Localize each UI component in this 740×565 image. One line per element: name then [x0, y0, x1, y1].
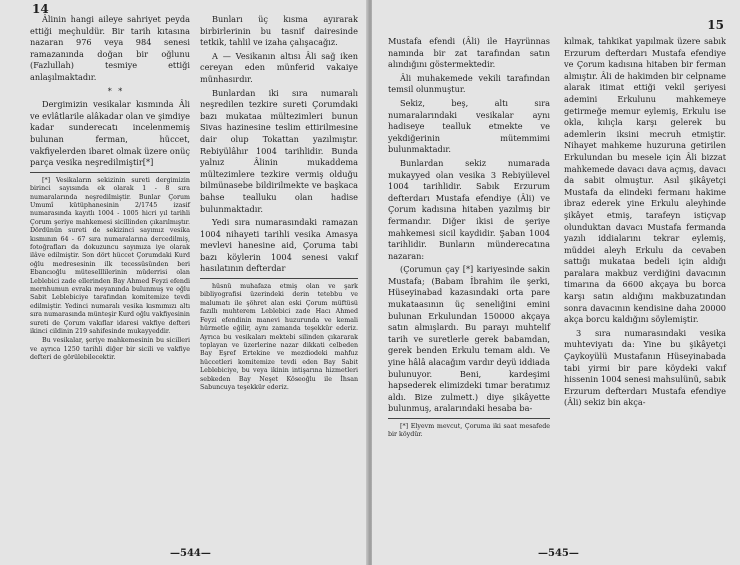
paragraph: Yedi sıra numarasındaki ramazan 1004 nihayeti tarihli vesika Amasya mevlevi hanesine aid, Çoruma tabi bazı köylerin 1004 senesi vakıf hasılatının defterdar [200, 217, 358, 274]
footnote-rule [200, 278, 358, 279]
right-column-b [564, 36, 726, 411]
paragraph: (Çorumun çay [*] kariyesinde sakin Mustafa; (Babam İbrahim ile şerki, Hüseyinabad kazasındaki orta pare mukataasının üç seneliğini emini bulunan Erkulundan 150000 akçaya satın almışlardı. Bu parayı muhtelif tarih ve suretlerle gerek babamdan, gerek benden Erkulu temam aldı. Ve yine hâlâ alacağım vardır deyü iddiada bulunuyor. Beni, kardeşimi hapsederek elimizdeki tımar beratımız aldı. Bize zulmett.) diye şikâyette bulunmuş, aralarındaki hesaba ba- [388, 264, 550, 414]
right-page-footer: —545— [538, 548, 579, 559]
left-column-b [200, 14, 358, 393]
paragraph: Bunları üç kısma ayırarak birbirlerinin bu tasnif dairesinde tetkik, tahlil ve izaha çalışacağız. [200, 14, 358, 48]
right-page-number: 15 [707, 18, 724, 32]
paragraph: Bunlardan sekiz numarada mukayyed olan vesika 3 Rebiyülevel 1004 tarihlidir. Sabık Erzurum defterdarı Mustafa efendiye (Âli) ve Çorum kadısına hitaben yazılmış bir fermandır. Diğer ikisi de şeriye mahkemesi sicil kaydidir. Şaban 1004 tarihlidir. Bunların münderecatına nazaran: [388, 157, 550, 261]
section-stars: * * [107, 86, 125, 96]
paragraph: Dergimizin vesikalar kısmında Âli ve evlâtlarile alâkadar olan ve şimdiye kadar sunderecatı incelenmemiş bulunan ferman, hüccet, vakfiyelerden ibaret olmak üzere onüç parça vesika neşredilmiştir[*] [30, 99, 190, 168]
footnote: [*] Vesikaların sekizinin sureti dergimizin birinci sayısında ek olarak 1 - 8 sıra numaralarında neşredilmiştir. Bunlar Çorum Umumî kütüphanesinin 2/1745 izasif numarasında kayıtlı 1004 - 1005 hicri yıl tarihli Çorum şeriye mahkemesi sicillinden çıkarılmıştır. Dördünün sureti de sekizinci sayımız vesika kısmının 64 - 67 sıra numaralarına dercedilmiş, fotoğrafları da dokuzuncu sayımıza iye olarak ilâve edilmiştir. Son dört hüccet Çorumdaki Kurd oğlu medresesinin ilk tecessüsünden beri Ebancıoğlu müteselllilerinin müderrisi olan Leblebici zade ellerinden Bay Ahmed Feyzi efendi mernhumun evrakı meyanında bulunmuş ve oğlu Sabit Leblebiciye tarafından komitemize tevdi edilmiştir. Yedinci numaralı vesika kısmımızı altı sıra numarasında münteşir Kurd oğlu vakfiyesinin sureti de Çorum vakıflar idaresi vakfiye defteri ikinci cildinin 219 sahifesinde mukayyeddir. [30, 176, 190, 336]
paragraph: Mustafa efendi (Âli) ile Hayrünnas namında bir zat tarafından satın alındığını göstermektedir. [388, 36, 550, 70]
paragraph: kılmak, tahkikat yapılmak üzere sabık Erzurum defterdarı Mustafa efendiye ve Çorum kadısına hitaben bir ferman almıştır. Âli de hakimden bir celpname alarak itimat ettiği vekil şeriyesi ademini Erkulunu mahkemeye getirmeğe memur eylemiş, Erkulu ise okla, kılıçla karşı gelerek bu ademlerin iksini mecruh etmiştir. Nihayet mahkeme huzuruna getirilen Erkulundan bu mesele için Âli bizzat mahkemede davacı dava açmış, davacı da sabit olmuştur. Asıl şikâyetçi Mustafa da elindeki fermanı hakime ibraz ederek yine Erkulu aleyhinde şikâyet etmiş, tarafeyn istiçvap olunduktan davacı Mustafa fermanda yazılı iddialarını tekrar eylemiş, müddei aleyh Erkulu da cevaben sattığı mukataa bedeli için aldığı paralara makbuz verdiğini davacının timarına da 6600 akçaya bu borca karşı satın aldığını makbuzatından sonra davacının kendisine daha 20000 akça borcu kaldığını söylemiştir. [564, 36, 726, 325]
paragraph: 3 sıra numarasındaki vesika muhteviyatı da: Yine bu şikâyetçi Çaykoyülü Mustafanın Hüseyinabada tabi yirmi bir pare köydeki vakıf hissenin 1004 senesi mahsulünü, sabık Erzurum defterdarı Mustafa efendiye (Âli) sekiz bin akça- [564, 327, 726, 408]
paragraph: A — Vesikanın altısı Âli sağ iken cereyan eden münferid vakaiye münhasırdır. [200, 50, 358, 84]
left-page-footer: —544— [170, 548, 211, 559]
footnote: hüsnü muhafaza etmiş olan ve şark bibliyografisi üzerindeki derin tetebbu ve malumatı ile şöhret alan eski Çorum müftüsü fazıllı muhterem Leblebici zade Hacı Ahmed Feyzi efendinin manevi huzurunda ve kemali hürmetle eğilir, aynı zamanda teşekkür ederiz. Ayrıca bu vesikaları mektebi silinden çıkararak toplayan ve üzerlerine nazar dikkati celbeden Bay Eşref Ertekine ve mezdiodeki mahfuz hüccetleri komitemize tevdi eden Bay Sabit Leblebiciye, bu veya ikinin intişarına hizmetleri sebkeden Bay Neşet Köseoğlu ile İhsan Sabuncuya teşekkür ederiz. [200, 283, 358, 391]
left-page-number: 14 [32, 2, 49, 16]
paragraph: Bunlardan iki sıra numaralı neşredilen tezkire sureti Çorumdaki bazı mukataa mültezimleri bunun Sivas hazinesine teslim ettirilmesine dair olup Tokattan yazılmıştır. Rebiyülâhır 1004 tarihlidir. Bunda yalnız Âlinin mukaddema mültezimlere tezkire vermiş olduğu bilmünasebe bildirilmekte ve başkaca bahse tealluku olan hadise bulunmaktadır. [200, 87, 358, 214]
left-column-a [30, 14, 190, 364]
footnote-rule [388, 418, 550, 419]
paragraph: Âli muhakemede vekili tarafından temsil olunmuştur. [388, 72, 550, 95]
right-page [372, 0, 740, 565]
footnote-rule [30, 172, 190, 173]
footnote: Bu vesikalar, şeriye mahkemesinin bu sicilleri ve ayrıca 1250 tarihli diğer bir sicili ve vakfiye defteri de görülebilecektir. [30, 337, 190, 362]
paragraph: Sekiz, beş, altı sıra numaralarındaki vesikalar aynı hadiseye tealluk etmekte ve yekdiğerinin mütemmimi bulunmaktadır. [388, 97, 550, 155]
right-column-a [388, 36, 550, 441]
paragraph: Âlinin hangi aileye sahriyet peyda ettiği meçhuldür. Bir tarih kıtasına nazaran 976 veya 984 senesi ramazanında doğan bir oğlunu (Fazlullah) tesmiye ettiği anlaşılmaktadır. [30, 14, 190, 82]
footnote: [*] Elyevm mevcut, Çoruma iki saat mesafede bir köydür. [388, 423, 550, 439]
left-page [0, 0, 368, 565]
